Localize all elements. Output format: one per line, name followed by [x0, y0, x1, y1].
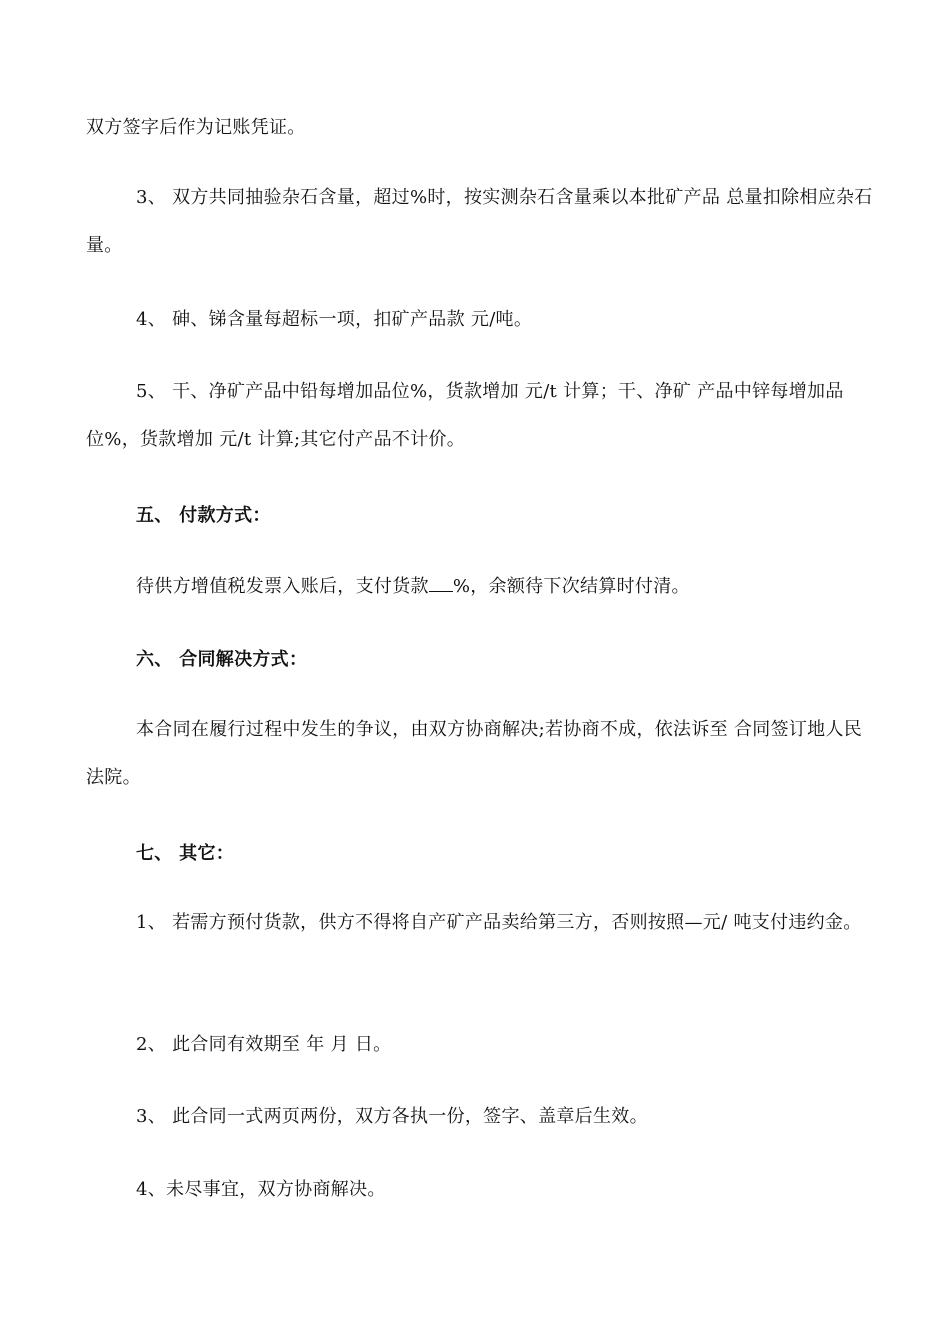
paragraph-dispute: 本合同在履行过程中发生的争议，由双方协商解决;若协商不成，依法诉至 合同签订地人民法院。: [86, 719, 863, 788]
paragraph-other-1-prepayment: 1、 若需方预付货款，供方不得将自产矿产品卖给第三方，否则按照—元/ 吨支付违约金。: [136, 912, 862, 933]
heading-other: 七、 其它：: [136, 843, 235, 864]
paragraph-signature-note: 双方签字后作为记账凭证。: [86, 117, 306, 138]
paragraph-other-4-unresolved: 4、未尽事宜，双方协商解决。: [136, 1179, 386, 1200]
paragraph-clause-4-arsenic: 4、 砷、锑含量每超标一项，扣矿产品款 元/吨。: [136, 309, 533, 330]
paragraph-clause-3-gangue: 3、 双方共同抽验杂石含量，超过%时，按实测杂石含量乘以本批矿产品 总量扣除相应杂石量。: [86, 187, 873, 256]
paragraph-other-2-validity: 2、 此合同有效期至 年 月 日。: [136, 1034, 392, 1055]
paragraph-other-3-copies: 3、 此合同一式两页两份，双方各执一份，签字、盖章后生效。: [136, 1106, 648, 1127]
payment-text-part-1: 待供方增值税发票入账后，支付货款: [136, 576, 429, 597]
payment-percent-blank: [429, 575, 453, 592]
paragraph-payment: [86, 563, 876, 611]
paragraph-clause-5-grade: 5、 干、净矿产品中铅每增加品位%，货款增加 元/t 计算；干、净矿 产品中锌每增加品位%，货款增加 元/t 计算;其它付产品不计价。: [86, 381, 844, 450]
heading-dispute-resolution: 六、 合同解决方式：: [136, 649, 308, 670]
payment-text-part-2: %，余额待下次结算时付清。: [452, 576, 690, 597]
heading-payment-method: 五、 付款方式：: [136, 505, 271, 526]
